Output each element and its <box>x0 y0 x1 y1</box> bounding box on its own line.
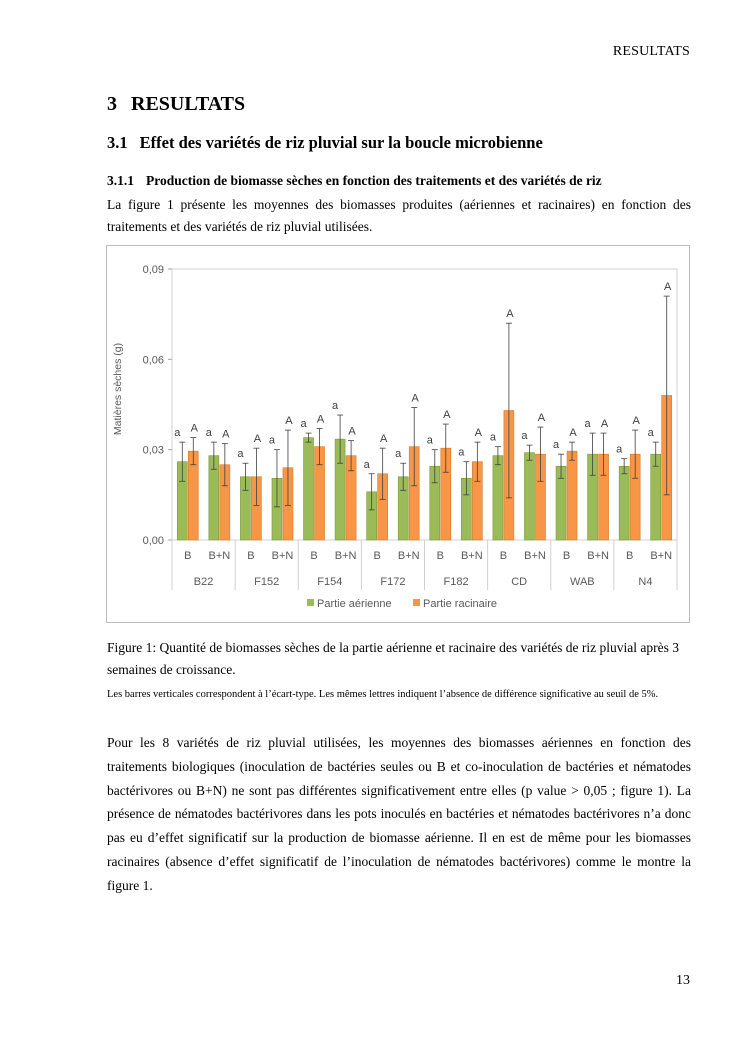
significance-letter: A <box>222 428 230 441</box>
group-label: F182 <box>443 576 469 588</box>
significance-letter: a <box>205 427 212 440</box>
legend-label-root: Partie racinaire <box>423 598 497 610</box>
bar-aerial <box>493 456 503 540</box>
significance-letter: A <box>411 392 419 405</box>
subsection-number: 3.1 <box>107 133 128 152</box>
significance-letter: A <box>190 422 198 435</box>
significance-letter: a <box>489 431 496 444</box>
bar-aerial <box>524 453 534 540</box>
bar-aerial <box>619 466 629 540</box>
group-label: F154 <box>317 576 343 588</box>
significance-letter: a <box>332 400 339 413</box>
running-header: RESULTATS <box>612 44 690 59</box>
group-label: B22 <box>193 576 214 588</box>
legend-swatch-root <box>413 599 420 606</box>
significance-letter: a <box>237 448 244 461</box>
significance-letter: a <box>584 418 591 431</box>
section-heading <box>107 93 245 116</box>
figure-1-chart <box>106 245 690 623</box>
x-tick-label: B+N <box>524 550 546 562</box>
significance-letter: A <box>474 427 483 440</box>
y-axis-label: Matières sèches (g) <box>112 342 124 436</box>
significance-letter: a <box>300 418 307 431</box>
significance-letter: a <box>426 434 433 447</box>
group-label: F152 <box>254 576 280 588</box>
significance-letter: A <box>443 409 451 422</box>
group-label: N4 <box>638 576 653 588</box>
chart-svg <box>107 246 689 622</box>
significance-letter: a <box>521 430 528 443</box>
x-tick-label: B <box>499 550 508 562</box>
significance-letter: A <box>348 425 356 438</box>
figure-caption: Figure 1: Quantité de biomasses sèches de la partie aérienne et racinaire des variétés de riz pluvial après 3 semaines de croissance. <box>107 640 680 677</box>
bar-aerial <box>304 438 314 540</box>
group-label: WAB <box>569 576 595 588</box>
significance-letter: a <box>395 448 402 461</box>
significance-letter: A <box>506 308 514 321</box>
significance-letter: A <box>379 433 388 446</box>
x-tick-label: B+N <box>587 550 609 562</box>
legend-label-aerial: Partie aérienne <box>317 598 392 610</box>
y-tick-label: 0,00 <box>142 535 164 547</box>
significance-letter: A <box>253 433 262 446</box>
group-label: F172 <box>380 576 406 588</box>
significance-letter: A <box>600 418 609 431</box>
legend-swatch-aerial <box>307 599 314 606</box>
x-tick-label: B <box>625 550 634 562</box>
x-tick-label: B <box>436 550 444 562</box>
significance-letter: A <box>569 427 577 440</box>
intro-paragraph: La figure 1 présente les moyennes des biomasses produites (aériennes et racinaires) en fonction des traitements et des variétés de riz pluvial utilisées. <box>107 197 691 234</box>
subsubsection-heading <box>107 173 602 189</box>
x-tick-label: B <box>310 550 318 562</box>
x-tick-label: B <box>184 550 192 562</box>
x-tick-label: B <box>373 550 381 562</box>
subsection-heading <box>107 133 543 153</box>
page-number: 13 <box>676 973 690 988</box>
x-tick-label: B+N <box>334 550 357 562</box>
significance-letter: a <box>363 458 370 471</box>
bar-root <box>567 451 577 540</box>
significance-letter: A <box>664 281 672 294</box>
significance-letter: A <box>537 412 546 425</box>
section-number: 3 <box>107 93 117 115</box>
x-tick-label: B <box>562 550 571 562</box>
significance-letter: a <box>458 446 465 459</box>
y-tick-label: 0,03 <box>142 444 164 457</box>
significance-letter: a <box>552 439 560 452</box>
significance-letter: A <box>316 413 325 426</box>
x-tick-label: B+N <box>208 550 231 562</box>
subsubsection-number: 3.1.1 <box>107 173 134 188</box>
x-tick-label: B <box>247 550 255 562</box>
significance-letter: a <box>616 443 623 456</box>
y-tick-label: 0,09 <box>142 264 164 276</box>
subsection-title: Effet des variétés de riz pluvial sur la boucle microbienne <box>139 133 543 152</box>
significance-letter: a <box>647 427 654 440</box>
body-paragraph: Pour les 8 variétés de riz pluvial utilisées, les moyennes des biomasses aériennes en fonction des traitements biologiques (inoculation de bactéries seules ou B et co-inoculation de bactéries et nématodes bactérivores ou B+N) ne sont pas différentes significativement entre elles (p value > 0,05 ; figure 1). La présence de nématodes bactérivores dans les pots inoculés en bactéries et nématodes bactérivores n’a donc pas eu d’effet significatif sur la production de biomasse aérienne. Il en est de même pour les biomasses racinaires (absence d’effet significatif de l’inoculation de nématodes bactérivores) comme le montre la figure 1. <box>107 735 691 893</box>
bar-aerial <box>651 454 661 540</box>
significance-letter: a <box>174 427 181 440</box>
significance-letter: A <box>285 415 293 428</box>
x-tick-label: B+N <box>271 550 294 562</box>
x-tick-label: B+N <box>650 550 673 562</box>
x-tick-label: B+N <box>397 550 420 562</box>
significance-letter: A <box>632 415 640 428</box>
y-tick-label: 0,06 <box>142 354 164 367</box>
section-title: RESULTATS <box>131 93 246 115</box>
figure-note: Les barres verticales correspondent à l’écart-type. Les mêmes lettres indiquent l’absence de différence significative au seuil de 5%. <box>107 689 659 700</box>
group-label: CD <box>511 576 528 588</box>
significance-letter: a <box>268 434 276 447</box>
subsubsection-title: Production de biomasse sèches en fonction des traitements et des variétés de riz <box>146 173 602 188</box>
x-tick-label: B+N <box>460 550 483 562</box>
